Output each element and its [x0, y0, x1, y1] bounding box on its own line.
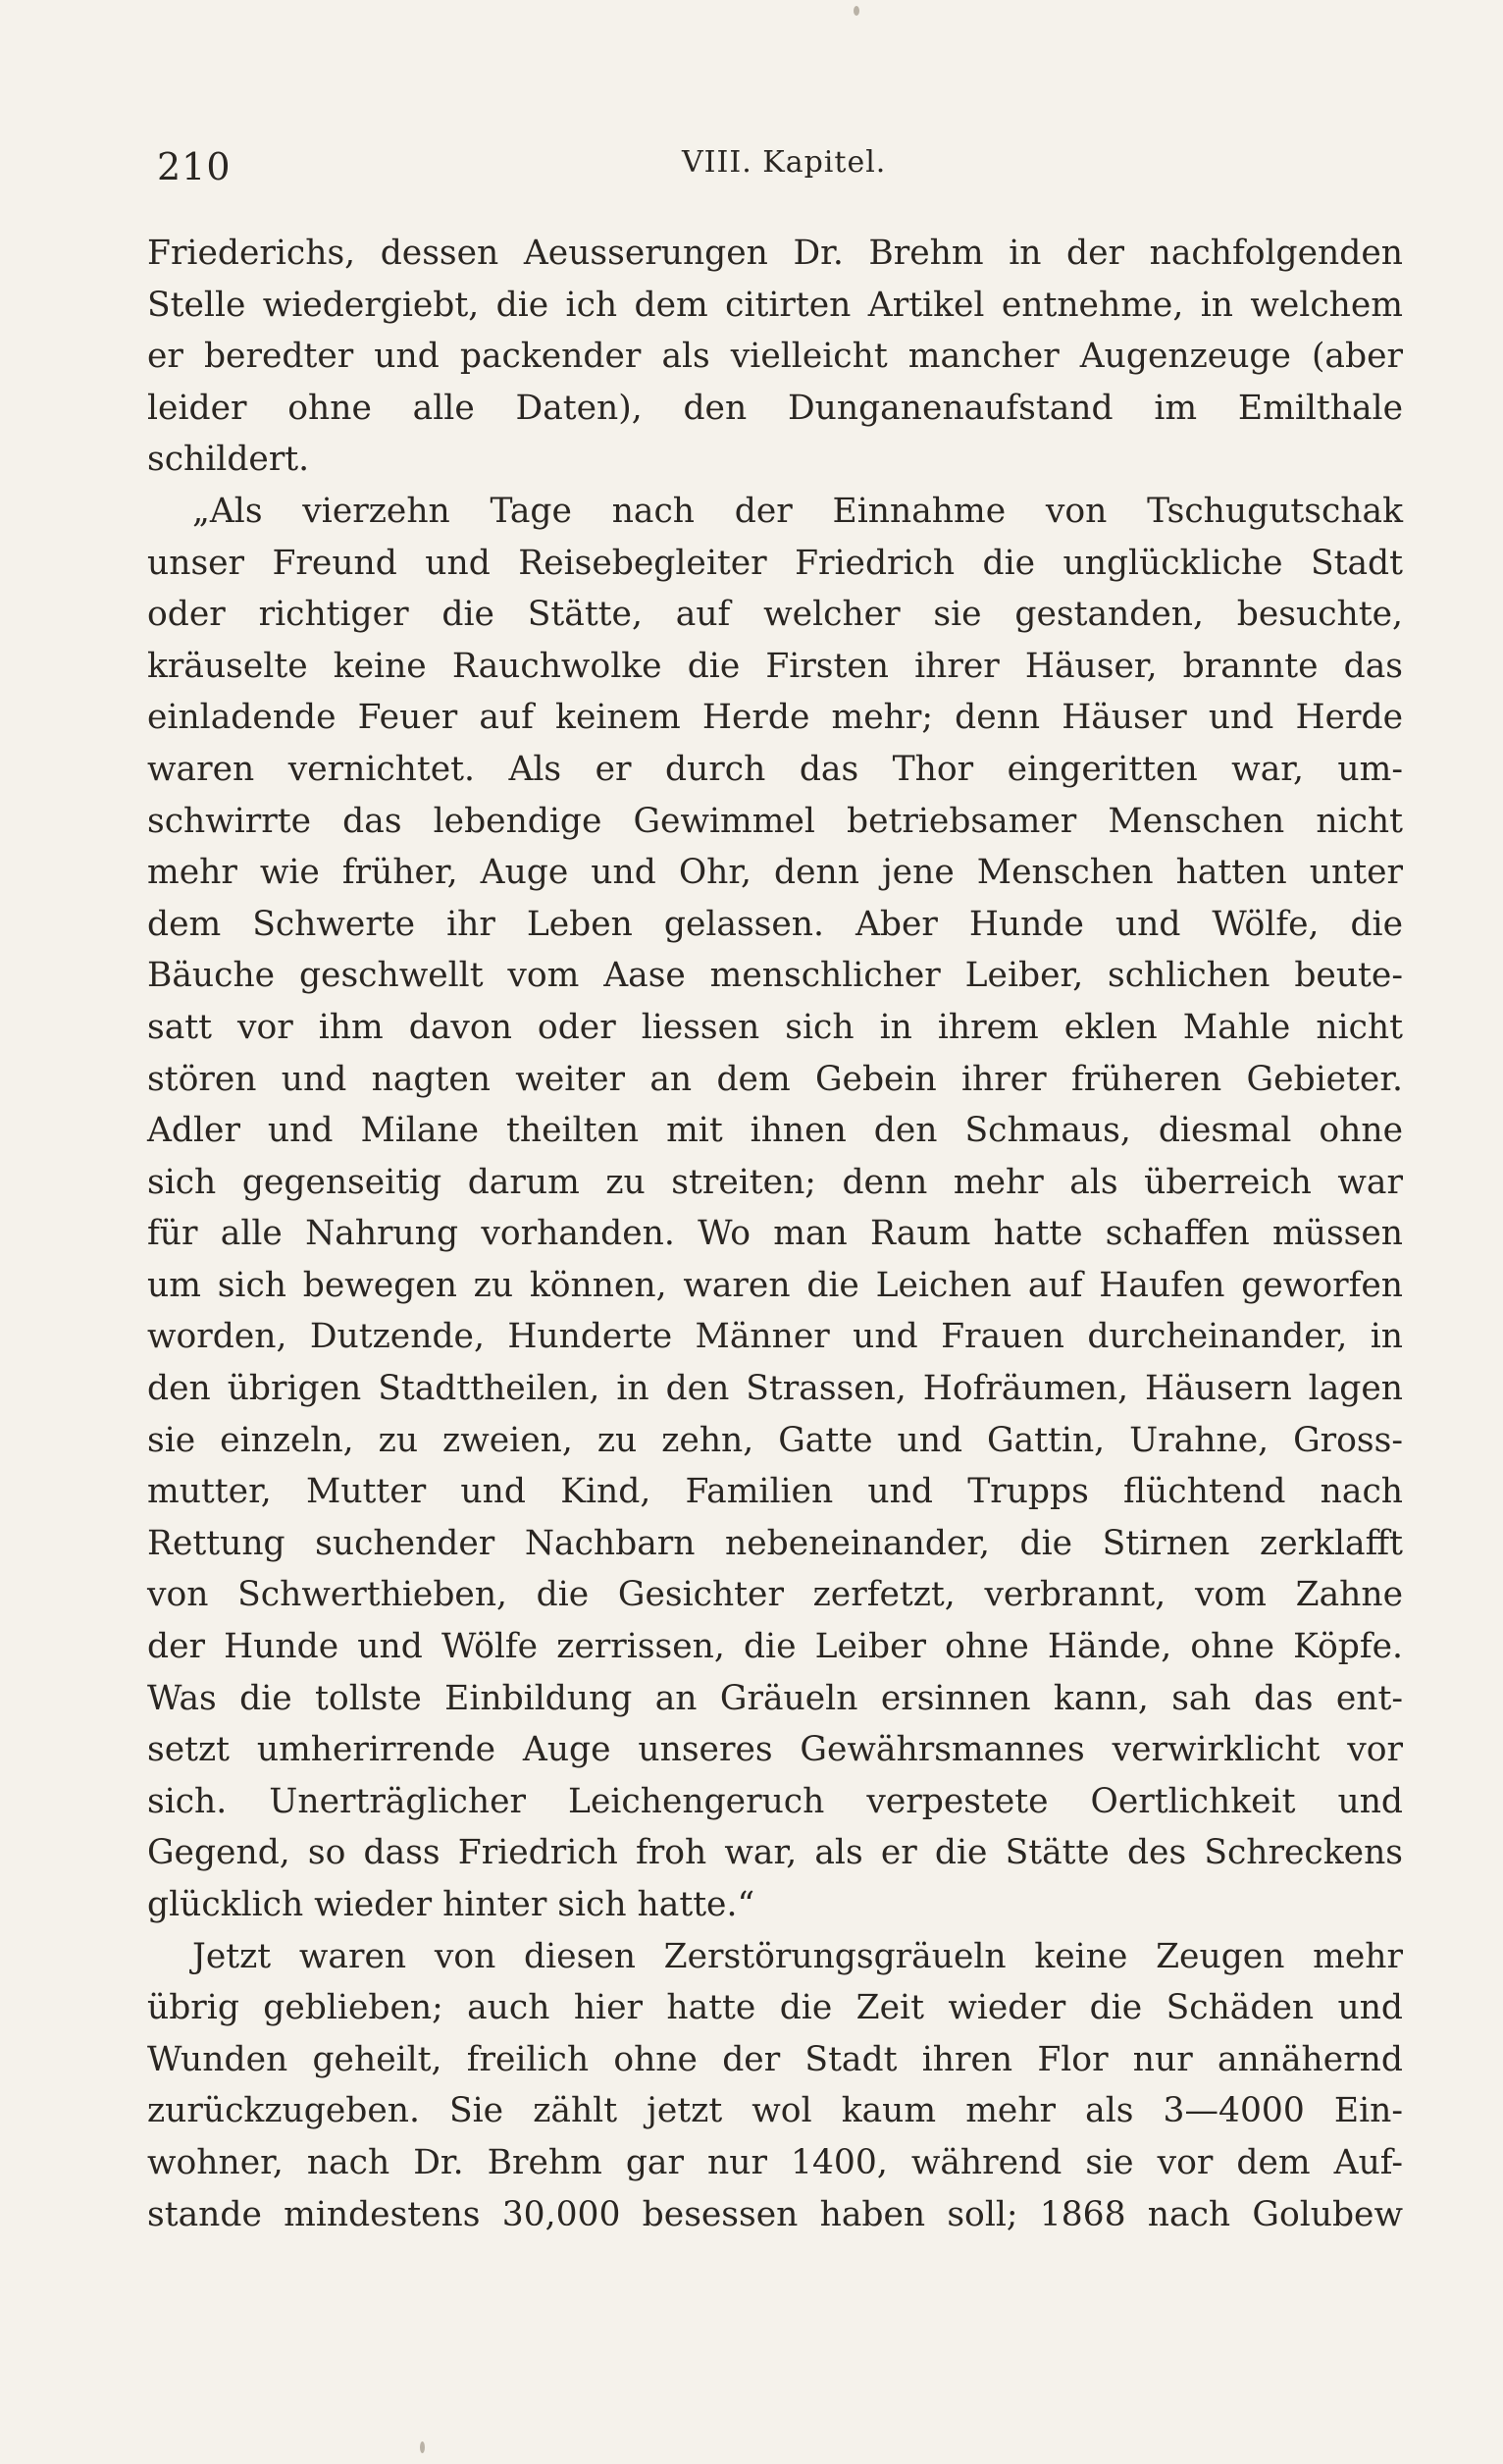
- text-line: er beredter und packender als vielleicht mancher Augenzeuge (aber: [147, 337, 1403, 377]
- text-line: mutter, Mutter und Kind, Familien und Trupps flüchtend nach: [147, 1472, 1403, 1512]
- text-line: „Als vierzehn Tage nach der Einnahme von Tschugutschak: [192, 491, 1403, 531]
- text-line: Friederichs, dessen Aeusserungen Dr. Brehm in der nachfolgenden: [147, 234, 1403, 273]
- text-line: übrig geblieben; auch hier hatte die Zeit wieder die Schäden und: [147, 1988, 1403, 2028]
- text-line: kräuselte keine Rauchwolke die Firsten ihrer Häuser, brannte das: [147, 646, 1403, 686]
- paper-speck: [420, 2441, 425, 2453]
- text-line: zurückzugeben. Sie zählt jetzt wol kaum mehr als 3—4000 Ein-: [147, 2091, 1403, 2131]
- text-line: um sich bewegen zu können, waren die Leichen auf Haufen geworfen: [147, 1265, 1403, 1305]
- text-line: leider ohne alle Daten), den Dunganenaufstand im Emilthale: [147, 388, 1403, 428]
- text-line: worden, Dutzende, Hunderte Männer und Frauen durcheinander, in: [147, 1317, 1403, 1357]
- text-line: Jetzt waren von diesen Zerstörungsgräueln keine Zeugen mehr: [192, 1936, 1403, 1976]
- text-line: Stelle wiedergiebt, die ich dem citirten Artikel entnehme, in welchem: [147, 285, 1403, 325]
- text-line: Wunden geheilt, freilich ohne der Stadt ihren Flor nur annähernd: [147, 2039, 1403, 2079]
- text-line: der Hunde und Wölfe zerrissen, die Leiber ohne Hände, ohne Köpfe.: [147, 1627, 1403, 1667]
- text-line: sie einzeln, zu zweien, zu zehn, Gatte und Gattin, Urahne, Gross-: [147, 1420, 1403, 1460]
- page-header: [157, 145, 1403, 194]
- text-line: stande mindestens 30,000 besessen haben soll; 1868 nach Golubew: [147, 2194, 1403, 2234]
- text-line: unser Freund und Reisebegleiter Friedrich die unglückliche Stadt: [147, 543, 1403, 583]
- text-line: von Schwerthieben, die Gesichter zerfetzt, verbrannt, vom Zahne: [147, 1575, 1403, 1615]
- text-line: setzt umherirrende Auge unseres Gewährsmannes verwirklicht vor: [147, 1730, 1403, 1770]
- text-line: waren vernichtet. Als er durch das Thor eingeritten war, um-: [147, 749, 1403, 789]
- text-line: Bäuche geschwellt vom Aase menschlicher Leiber, schlichen beute-: [147, 956, 1403, 996]
- text-line: Gegend, so dass Friedrich froh war, als er die Stätte des Schreckens: [147, 1833, 1403, 1873]
- text-line: wohner, nach Dr. Brehm gar nur 1400, während sie vor dem Auf-: [147, 2142, 1403, 2182]
- text-line: mehr wie früher, Auge und Ohr, denn jene Menschen hatten unter: [147, 853, 1403, 893]
- running-head: VIII. Kapitel.: [682, 145, 887, 180]
- text-line: glücklich wieder hinter sich hatte.“: [147, 1885, 755, 1924]
- page-number: 210: [157, 145, 232, 188]
- text-line: oder richtiger die Stätte, auf welcher sie gestanden, besuchte,: [147, 595, 1403, 635]
- text-line: schwirrte das lebendige Gewimmel betriebsamer Menschen nicht: [147, 801, 1403, 841]
- text-line: Rettung suchender Nachbarn nebeneinander, die Stirnen zerklafft: [147, 1523, 1403, 1563]
- text-line: für alle Nahrung vorhanden. Wo man Raum hatte schaffen müssen: [147, 1214, 1403, 1254]
- paper-speck: [854, 6, 859, 16]
- text-line: dem Schwerte ihr Leben gelassen. Aber Hunde und Wölfe, die: [147, 904, 1403, 944]
- text-line: sich. Unerträglicher Leichengeruch verpestete Oertlichkeit und: [147, 1781, 1403, 1821]
- text-line: Adler und Milane theilten mit ihnen den Schmaus, diesmal ohne: [147, 1111, 1403, 1151]
- text-line: stören und nagten weiter an dem Gebein ihrer früheren Gebieter.: [147, 1059, 1403, 1099]
- text-line: sich gegenseitig darum zu streiten; denn mehr als überreich war: [147, 1162, 1403, 1202]
- text-line: satt vor ihm davon oder liessen sich in ihrem eklen Mahle nicht: [147, 1007, 1403, 1047]
- text-line: den übrigen Stadttheilen, in den Strassen, Hofräumen, Häusern lagen: [147, 1369, 1403, 1409]
- text-line: Was die tollste Einbildung an Gräueln ersinnen kann, sah das ent-: [147, 1678, 1403, 1718]
- text-line: einladende Feuer auf keinem Herde mehr; denn Häuser und Herde: [147, 698, 1403, 738]
- text-line: schildert.: [147, 440, 310, 480]
- body-text: [147, 228, 1403, 2240]
